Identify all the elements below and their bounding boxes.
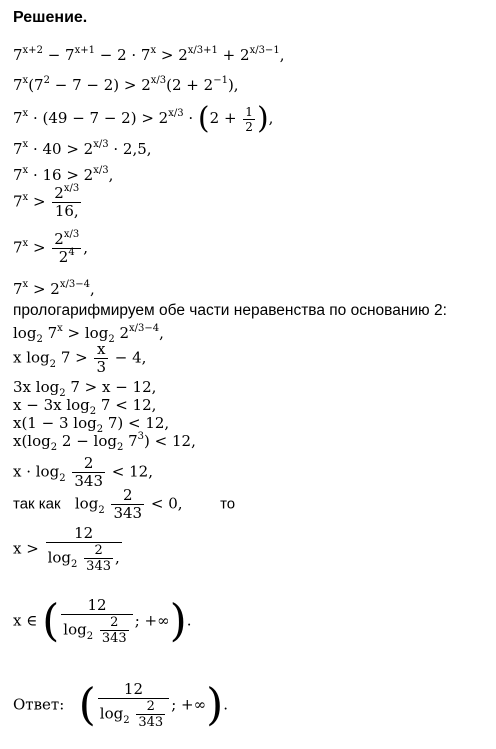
log-line-2: x $\log_2 7$ > $\frac{x}{3}$ − 4, <box>13 340 147 376</box>
equation-line-8: $7^x > 2^{x/3-4}$, <box>13 279 95 298</box>
log-line-5: x(1 − 3 $\log_2 7) < 12$, <box>13 414 170 435</box>
log-line-4: x − 3x $\log_2 7 < 12$, <box>13 396 157 417</box>
equation-line-4: $7^x \cdot 40 > 2^{x/3} \cdot 2,5$, <box>13 139 152 158</box>
answer-line: Ответ: ( 12 $\log_2$ $\frac{2}{343}$ ; +∞). <box>13 679 229 731</box>
equation-line-2: $7^x(7^2 - 7 - 2) > 2^{x/3}(2 + 2^{-1})$, <box>13 75 239 94</box>
then-word: то <box>220 495 236 513</box>
log-line-1: $\log_2 7^x > \log_2 2^{x/3-4}$, <box>13 323 164 345</box>
since-word: так как <box>13 495 61 513</box>
equation-line-5: $7^x \cdot 16 > 2^{x/3}$, <box>13 165 114 184</box>
log-sentence: прологарифмируем обе части неравенства по основанию 2: <box>13 302 447 319</box>
equation-line-6: $7^x$ > $\frac{2^{x/3}}{16,}$ <box>13 183 80 220</box>
log-line-3: 3x $\log_2 7 > x - 12$, <box>13 378 157 399</box>
interval-line: x ∈ ( 12 $\log_2$ $\frac{2}{343}$ ; +∞). <box>13 595 192 647</box>
equation-line-3: $7^x \cdot (49 - 7 - 2) > 2^{x/3} \cdot (2$ + $\frac{1}{2}$ ), <box>13 101 274 136</box>
result-line: x > 12 $\log_2$ $\frac{2}{343}$ , <box>13 524 120 574</box>
log-line-6: $x(\log_2$ $2 - \log_2 7^3) < 12$, <box>13 431 196 453</box>
equation-line-7: $7^x$ > $\frac{2^{x/3}}{2^4}$ , <box>13 229 88 266</box>
log-line-7: $x \cdot \log_2$ $\frac{2}{343}$ < 12, <box>13 454 153 490</box>
since-line: так как $\log_2$ $\frac{2}{343}$ < 0, то <box>13 486 236 522</box>
equation-line-1: $7^{x+2} - 7^{x+1} - 2 \cdot 7^x > 2^{x/3+1} + 2^{x/3-1}$, <box>13 45 285 64</box>
solution-heading: Решение. <box>13 9 88 26</box>
answer-label: Ответ: <box>13 695 65 714</box>
